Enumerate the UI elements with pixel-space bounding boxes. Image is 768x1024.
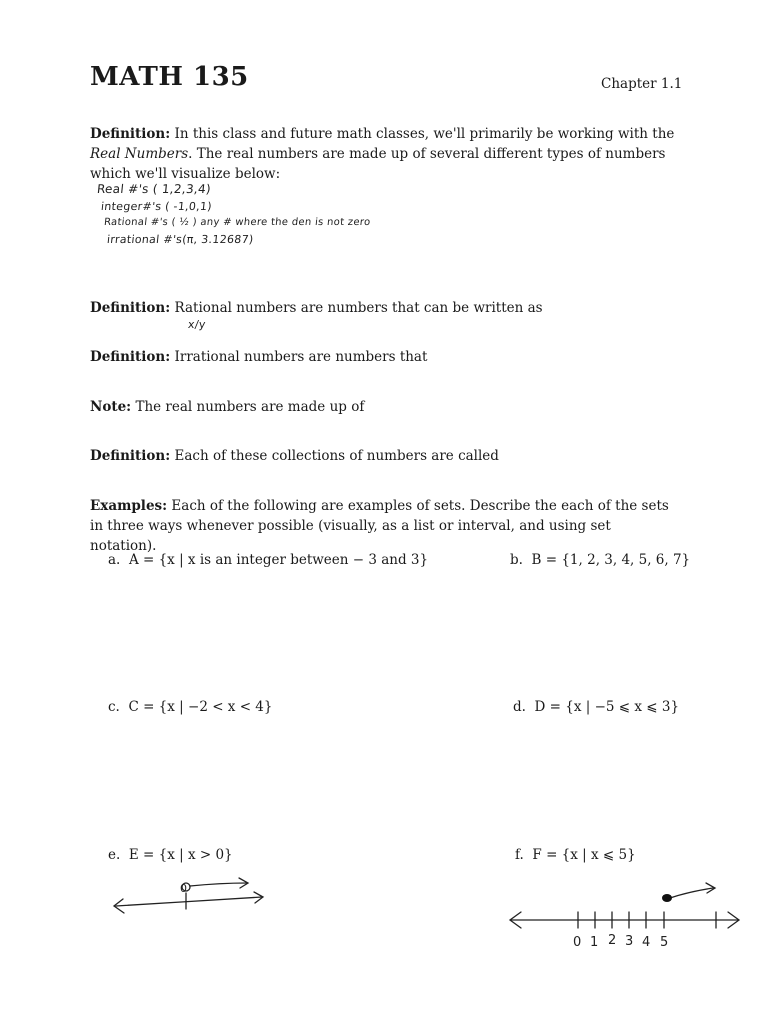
example-letter: b. bbox=[510, 552, 523, 568]
number-line-f-tick-label: 5 bbox=[660, 935, 669, 950]
examples-intro bbox=[90, 496, 680, 556]
example-expression: E = {x | x > 0} bbox=[128, 847, 233, 863]
example-letter: e. bbox=[108, 847, 121, 863]
example-expression: F = {x | x ⩽ 5} bbox=[532, 847, 636, 863]
definition-text: Each of these collections of numbers are called bbox=[174, 448, 499, 464]
definition-label: Definition: bbox=[90, 349, 171, 365]
number-line-e-open-circle bbox=[182, 883, 190, 891]
definition-italic-term: Real Numbers bbox=[90, 146, 189, 162]
handwritten-note-real: Real #'s ( 1,2,3,4) bbox=[96, 182, 212, 196]
number-line-f-left-arrow bbox=[510, 912, 521, 928]
definition-label: Definition: bbox=[90, 448, 171, 464]
handwritten-note-irrational: irrational #'s(π, 3.12687) bbox=[106, 233, 255, 246]
number-line-e-tick-label: 0 bbox=[180, 882, 187, 895]
definition-text: Irrational numbers are numbers that bbox=[174, 349, 428, 365]
example-letter: d. bbox=[513, 699, 526, 715]
definition-real-numbers bbox=[90, 124, 680, 184]
handwritten-note-rational: Rational #'s ( ½ ) any # where the den is not zero bbox=[103, 217, 371, 228]
example-a bbox=[108, 552, 428, 568]
number-line-f-tick-label: 2 bbox=[608, 933, 617, 948]
number-line-e-axis bbox=[116, 897, 262, 906]
number-line-e-right-arrow bbox=[254, 892, 263, 903]
definition-rational bbox=[90, 298, 680, 318]
number-line-e-left-arrow bbox=[114, 899, 124, 913]
note-text: The real numbers are made up of bbox=[135, 399, 365, 415]
example-letter: a. bbox=[108, 552, 121, 568]
example-expression: C = {x | −2 < x < 4} bbox=[128, 699, 273, 715]
number-line-f-closed-dot bbox=[662, 894, 672, 902]
number-line-e-ray bbox=[190, 883, 247, 886]
example-e bbox=[108, 847, 233, 863]
number-line-f-ray-arrow bbox=[706, 883, 715, 893]
definition-label: Definition: bbox=[90, 126, 171, 142]
definition-text: Rational numbers are numbers that can be written as bbox=[174, 300, 543, 316]
example-c bbox=[108, 699, 273, 715]
definition-label: Definition: bbox=[90, 300, 171, 316]
number-line-f-tick-label: 3 bbox=[625, 934, 634, 949]
note-real-numbers bbox=[90, 397, 680, 417]
note-label: Note: bbox=[90, 399, 132, 415]
handwritten-note-integer: integer#'s ( -1,0,1) bbox=[100, 200, 213, 213]
number-line-f-ray bbox=[670, 888, 713, 898]
examples-text: Each of the following are examples of sets. Describe the each of the sets in three ways whenever possible (visually, as a list or interval, and using set notation). bbox=[90, 498, 669, 554]
example-d bbox=[513, 699, 679, 715]
example-expression: D = {x | −5 ⩽ x ⩽ 3} bbox=[534, 699, 680, 715]
definition-irrational bbox=[90, 347, 680, 367]
example-expression: B = {1, 2, 3, 4, 5, 6, 7} bbox=[531, 552, 691, 568]
number-line-f-tick-label: 4 bbox=[642, 935, 651, 950]
example-f bbox=[515, 847, 636, 863]
chapter-label: Chapter 1.1 bbox=[601, 76, 683, 92]
example-letter: c. bbox=[108, 699, 120, 715]
definition-text-continued: . The real numbers are made up of several different types of numbers which we'll visualize below: bbox=[90, 146, 666, 182]
number-line-f-tick-label: 1 bbox=[590, 935, 599, 950]
example-letter: f. bbox=[515, 847, 524, 863]
handwritten-fraction: x/y bbox=[187, 318, 207, 331]
number-line-f-right-arrow bbox=[728, 912, 739, 928]
definition-sets bbox=[90, 446, 680, 466]
page-title: MATH 135 bbox=[90, 62, 249, 92]
number-line-f-tick-label: 0 bbox=[573, 935, 582, 950]
examples-label: Examples: bbox=[90, 498, 168, 514]
number-line-e-ray-arrow bbox=[239, 878, 248, 888]
definition-text: In this class and future math classes, we'll primarily be working with the bbox=[174, 126, 675, 142]
example-expression: A = {x | x is an integer between − 3 and 3} bbox=[128, 552, 429, 568]
example-b bbox=[510, 552, 690, 568]
